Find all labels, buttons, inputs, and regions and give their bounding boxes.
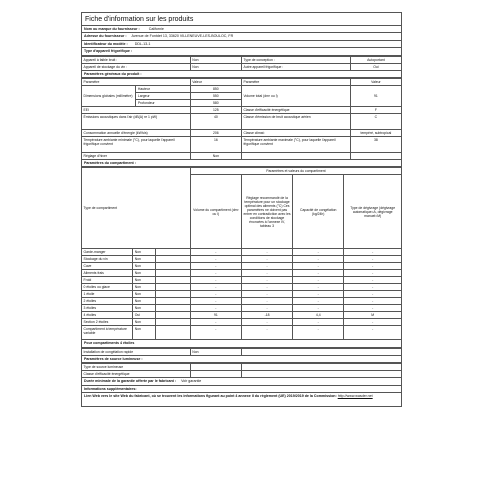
volume-value: 91	[350, 86, 401, 107]
light-source-table	[81, 363, 402, 378]
compartment-value: -	[293, 256, 344, 263]
compartment-value: -	[344, 291, 402, 298]
compartment-present: Non	[133, 249, 155, 256]
param-value: 16	[190, 137, 241, 153]
param-label: Classe d'efficacité énergétique	[241, 107, 350, 114]
compartment-value: -	[293, 249, 344, 256]
compartment-name: Cave	[82, 263, 133, 270]
compartment-gap	[155, 319, 190, 326]
warranty-value: Voir garantie	[181, 379, 202, 384]
dimension-name: Profondeur	[136, 100, 190, 107]
compartment-name: Froid	[82, 277, 133, 284]
param-value: 125	[190, 107, 241, 114]
compartment-value: -	[190, 277, 241, 284]
supplier-name: Californie	[148, 27, 164, 31]
param-value: F	[350, 107, 401, 114]
warranty-row	[81, 378, 402, 385]
compartment-name: 0 étoiles ou glace	[82, 284, 133, 291]
general-parameters-table	[81, 78, 402, 160]
compartment-value: -	[241, 263, 292, 270]
compartment-value: -	[293, 326, 344, 340]
compartment-value: -	[190, 263, 241, 270]
compartment-value: -	[344, 256, 402, 263]
dimension-value: 550	[190, 93, 241, 100]
compartment-gap	[155, 270, 190, 277]
compartment-present: Non	[133, 263, 155, 270]
compartment-value: -	[344, 263, 402, 270]
general-row	[82, 107, 402, 114]
fast-freeze-label: Installation de congélation rapide	[82, 348, 191, 355]
link-text: Lien Web vers le site Web du fabricant, où se trouvent les informations figurant au point 4 annexe II du règlement (UE) 2019/2019 de la Commission:	[84, 394, 337, 399]
param-value: Non	[190, 153, 241, 160]
compartment-value: -	[293, 305, 344, 312]
compartment-value: -	[190, 256, 241, 263]
compartment-value: -	[190, 270, 241, 277]
param-value: C	[350, 114, 401, 130]
compartment-row	[82, 326, 402, 340]
compartment-gap	[155, 256, 190, 263]
compartment-gap	[155, 326, 190, 340]
compartment-row	[82, 256, 402, 263]
model-id: DDL-13-1	[134, 41, 151, 46]
compartment-present: Non	[133, 298, 155, 305]
compartment-value: 4,4	[293, 312, 344, 319]
compartment-row	[82, 291, 402, 298]
compartment-name: Stockage du vin	[82, 256, 133, 263]
dimension-name: Hauteur	[136, 86, 190, 93]
extra-info-label: Informations supplémentaires:	[81, 386, 402, 393]
compartment-value: -	[241, 270, 292, 277]
compartment-name: 4 étoiles	[82, 312, 133, 319]
appliance-param-label: Appareil à faible bruit :	[82, 56, 191, 63]
col-header: Valeur	[190, 79, 241, 86]
compartment-name: Aliments frais	[82, 270, 133, 277]
appliance-param-label: Type de conception :	[241, 56, 350, 63]
compartment-value: -	[241, 256, 292, 263]
general-header-row	[82, 79, 402, 86]
appliance-param-value: Non	[190, 63, 241, 70]
compartment-gap	[155, 284, 190, 291]
param-label: EEI	[82, 107, 191, 114]
compartment-value: -	[241, 305, 292, 312]
compartment-value: -	[241, 326, 292, 340]
param-value: 206	[190, 130, 241, 137]
compartment-parameters-header: Paramètres du compartiment :	[81, 160, 402, 167]
dimension-value: 580	[190, 100, 241, 107]
param-label	[241, 153, 350, 160]
compartment-value: -	[190, 291, 241, 298]
compartment-table	[81, 167, 402, 340]
compartment-present: Non	[133, 284, 155, 291]
compartment-gap	[155, 263, 190, 270]
compartment-row	[82, 263, 402, 270]
dimension-name: Largeur	[136, 93, 190, 100]
param-label: Réglage d'hiver	[82, 153, 191, 160]
compartment-col-header: Volume du compartiment (dm³ ou l)	[190, 175, 241, 249]
param-label: Émissions acoustiques dans l'air (dB(A) re 1 pW)	[82, 114, 191, 130]
compartment-value: -	[241, 249, 292, 256]
compartment-gap	[155, 249, 190, 256]
compartment-value: -	[344, 277, 402, 284]
general-row	[82, 114, 402, 130]
appliance-row	[82, 56, 402, 63]
compartment-value: -	[293, 277, 344, 284]
param-value: tempéré, subtropical	[350, 130, 401, 137]
compartment-present: Non	[133, 277, 155, 284]
compartment-value: -	[190, 284, 241, 291]
supplier-address-row	[81, 33, 402, 40]
compartment-value: -	[190, 298, 241, 305]
param-label: Classe d'émission de bruit acoustique aérien	[241, 114, 350, 130]
compartment-name: Compartiment à température variable	[82, 326, 133, 340]
param-label: Température ambiante minimale (°C), pour laquelle l'appareil frigorifique convient	[82, 137, 191, 153]
sheet-title: Fiche d'information sur les produits	[81, 12, 402, 26]
compartment-value: -	[293, 291, 344, 298]
compartment-value: -	[190, 249, 241, 256]
compartment-value: -	[241, 277, 292, 284]
appliance-type-header: Type d'appareil frigorifique :	[81, 48, 402, 55]
compartment-name: Section 2 étoiles	[82, 319, 133, 326]
compartment-value: -	[190, 326, 241, 340]
param-label: Consommation annuelle d'énergie (kWh/a)	[82, 130, 191, 137]
compartment-name: 3 étoiles	[82, 305, 133, 312]
model-label: Identificateur du modèle :	[84, 41, 128, 46]
supplier-address: Avenue de Fontdet 13, 33620 VILLENEUVE-LES-BOULOC, FR	[131, 34, 234, 39]
col-header: Valeur	[350, 79, 401, 86]
param-value	[350, 153, 401, 160]
general-row	[82, 130, 402, 137]
light-type-label: Type de source lumineuse	[82, 364, 191, 371]
param-label: Température ambiante maximale (°C), pour laquelle l'appareil frigorifique convient	[241, 137, 350, 153]
compartment-value: M	[344, 312, 402, 319]
compartment-value: -	[293, 319, 344, 326]
product-information-sheet	[81, 12, 402, 407]
compartment-value: -	[190, 319, 241, 326]
model-row	[81, 41, 402, 48]
appliance-param-value: Non	[190, 56, 241, 63]
appliance-param-label: Autre appareil frigorifique :	[241, 63, 350, 70]
compartment-values-header: Paramètres et valeurs du compartiment	[190, 168, 401, 175]
compartment-value: -	[344, 298, 402, 305]
compartment-gap	[155, 312, 190, 319]
compartment-present: Non	[133, 291, 155, 298]
four-star-header: Pour compartiments 4 étoiles	[81, 340, 402, 347]
light-class-label: Classe d'efficacité énergétique	[82, 371, 191, 378]
compartment-present: Non	[133, 305, 155, 312]
compartment-value: -	[241, 284, 292, 291]
compartment-col-header: Réglage recommandé de la température pour un stockage optimal des aliments (°C) Ces paramètres ne doivent pas entrer en contradiction avec les conditions de stockage énoncées à l'annexe IV, tableau 3	[241, 175, 292, 249]
dimension-value: 850	[190, 86, 241, 93]
warranty-label: Durée minimale de la garantie offerte par le fabricant :	[84, 379, 177, 384]
compartment-name: 1 étoile	[82, 291, 133, 298]
manufacturer-link[interactable]: http://www.wasder.net	[337, 394, 373, 399]
compartment-present: Non	[133, 319, 155, 326]
compartment-gap	[155, 291, 190, 298]
four-star-table	[81, 348, 402, 356]
compartment-row	[82, 249, 402, 256]
compartment-present: Non	[133, 270, 155, 277]
supplier-name-row	[81, 26, 402, 33]
col-header: Paramètre	[241, 79, 350, 86]
param-value: 38	[350, 137, 401, 153]
compartment-type-label: Type de compartiment	[82, 168, 191, 249]
appliance-type-table	[81, 56, 402, 71]
dimension-row	[82, 86, 402, 93]
appliance-row	[82, 63, 402, 70]
compartment-value: -	[293, 298, 344, 305]
compartment-value: -	[293, 270, 344, 277]
compartment-value: -	[190, 305, 241, 312]
appliance-param-value: Autoportant	[350, 56, 401, 63]
compartment-row	[82, 312, 402, 319]
compartment-gap	[155, 305, 190, 312]
compartment-row	[82, 298, 402, 305]
compartment-present: Non	[133, 256, 155, 263]
general-row	[82, 153, 402, 160]
compartment-value: -	[241, 298, 292, 305]
light-source-header: Paramètres de source lumineuse :	[81, 356, 402, 363]
general-parameters-header: Paramètres généraux du produit :	[81, 71, 402, 78]
compartment-value: 91	[190, 312, 241, 319]
param-value: 40	[190, 114, 241, 130]
col-header: Paramètre	[82, 79, 191, 86]
compartment-row	[82, 277, 402, 284]
compartment-row	[82, 305, 402, 312]
compartment-value: -	[344, 284, 402, 291]
compartment-value: -	[344, 249, 402, 256]
compartment-value: -	[344, 326, 402, 340]
compartment-present: Oui	[133, 312, 155, 319]
compartment-value: -	[344, 305, 402, 312]
volume-label: Volume total (dm³ ou l)	[241, 86, 350, 107]
compartment-row	[82, 284, 402, 291]
compartment-name: Garde-manger	[82, 249, 133, 256]
compartment-name: 2 étoiles	[82, 298, 133, 305]
link-row	[81, 393, 402, 407]
compartment-value: -18	[241, 312, 292, 319]
param-label: Classe climat:	[241, 130, 350, 137]
appliance-param-label: Appareil de stockage du vin :	[82, 63, 191, 70]
compartment-value: -	[241, 291, 292, 298]
compartment-row	[82, 319, 402, 326]
compartment-col-header: Type de dégivrage (dégivrage automatique=A, dégivrage manuel=M)	[344, 175, 402, 249]
compartment-value: -	[344, 270, 402, 277]
fast-freeze-value: Non	[190, 348, 241, 355]
supplier-name-label: Nom ou marque du fournisseur :	[84, 27, 140, 31]
appliance-param-value: Oui	[350, 63, 401, 70]
compartment-present: Non	[133, 326, 155, 340]
supplier-address-label: Adresse du fournisseur :	[84, 34, 127, 39]
compartment-value: -	[293, 284, 344, 291]
compartment-col-header: Capacité de congélation (kg/24h)	[293, 175, 344, 249]
compartment-value: -	[344, 319, 402, 326]
dimensions-label: Dimensions globales (millimètre)	[82, 86, 136, 107]
compartment-value: -	[293, 263, 344, 270]
compartment-row	[82, 270, 402, 277]
compartment-gap	[155, 298, 190, 305]
compartment-value: -	[241, 319, 292, 326]
compartment-gap	[155, 277, 190, 284]
general-row	[82, 137, 402, 153]
